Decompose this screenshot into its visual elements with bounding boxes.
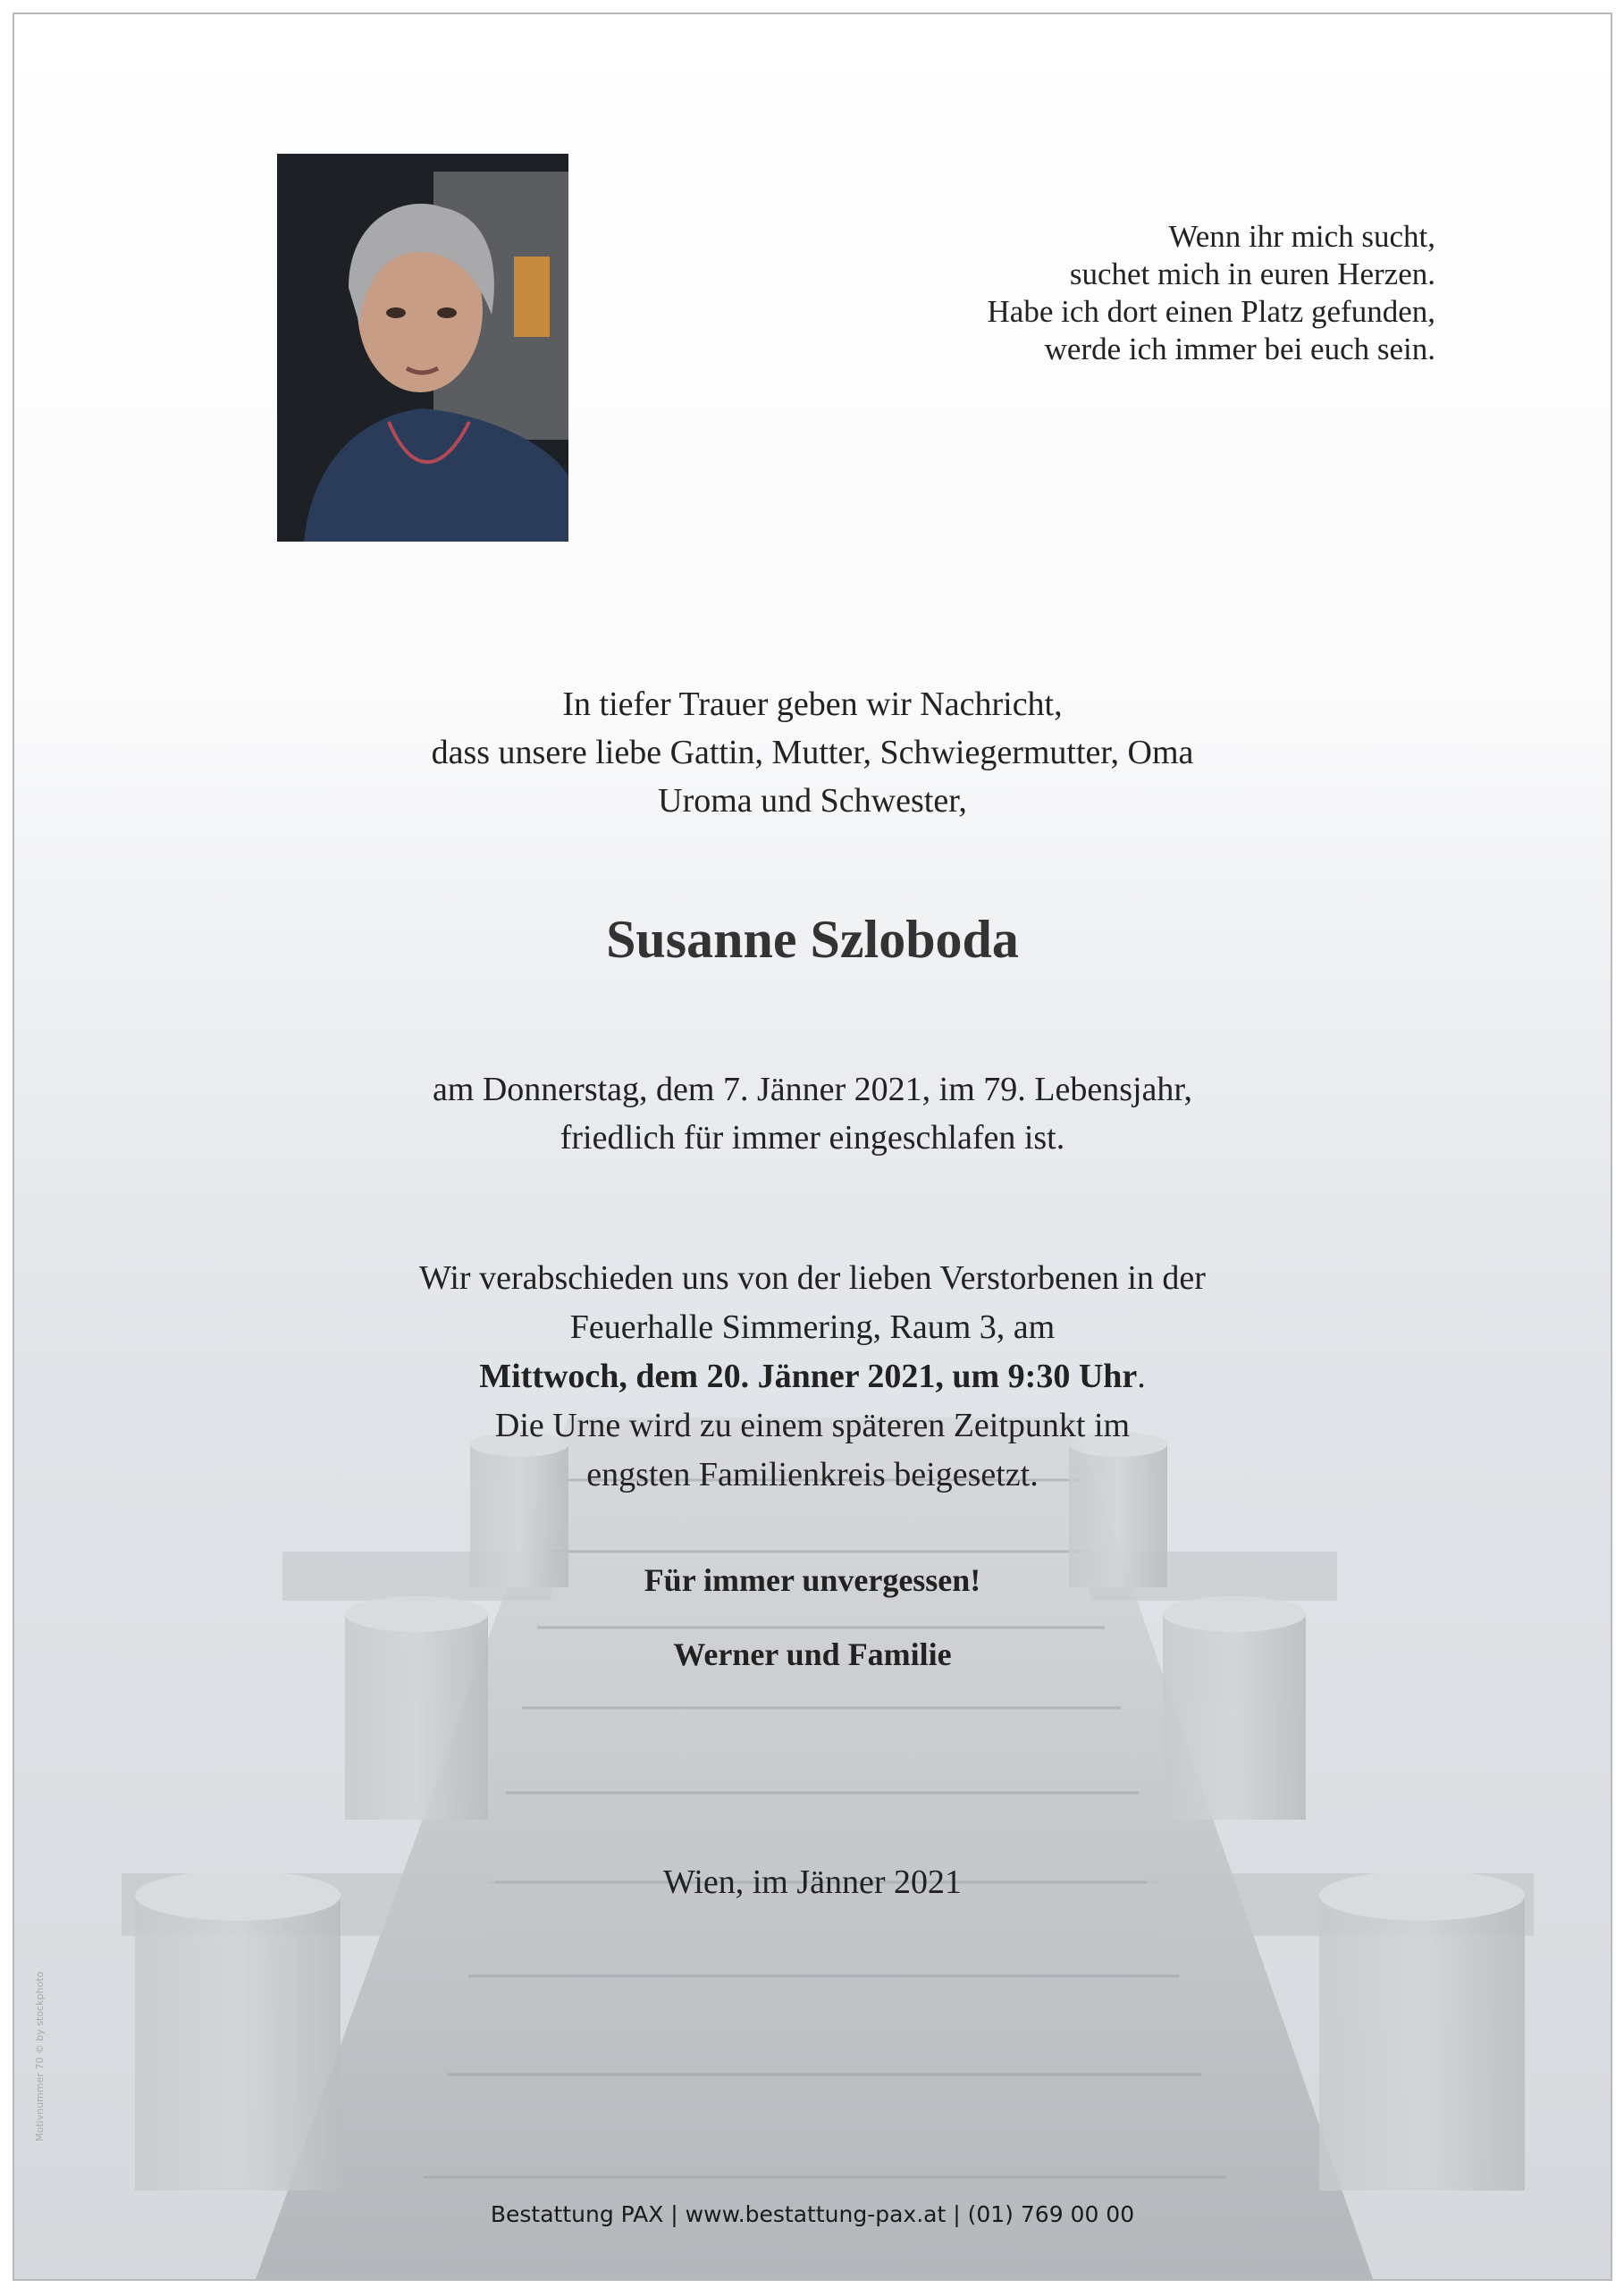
service-line: Feuerhalle Simmering, Raum 3, am	[569, 1308, 1056, 1346]
portrait-photo	[277, 154, 568, 542]
death-line: am Donnerstag, dem 7. Jänner 2021, im 79. Lebensjahr,	[432, 1071, 1193, 1108]
poem-line: Wenn ihr mich sucht,	[1168, 219, 1435, 254]
poem-line: suchet mich in euren Herzen.	[1069, 257, 1435, 291]
funeral-home-footer: Bestattung PAX | www.bestattung-pax.at | (01) 769 00 00	[490, 2201, 1135, 2227]
service-date-line	[14, 1352, 1611, 1401]
family-signature: Werner und Familie	[673, 1636, 952, 1672]
death-line: friedlich für immer eingeschlafen ist.	[560, 1119, 1065, 1157]
funeral-service-details	[14, 1254, 1611, 1500]
service-date: Mittwoch, dem 20. Jänner 2021, um 9:30 Uhr	[479, 1358, 1138, 1395]
service-date-suffix: .	[1137, 1358, 1146, 1395]
announcement-text	[14, 680, 1611, 825]
announcement-line: Uroma und Schwester,	[658, 782, 967, 820]
death-notice	[14, 1065, 1611, 1162]
announcement-line: dass unsere liebe Gattin, Mutter, Schwiegermutter, Oma	[431, 734, 1194, 771]
remembrance-line: Für immer unvergessen!	[644, 1562, 981, 1598]
obituary-content	[14, 14, 1611, 2279]
poem-line: werde ich immer bei euch sein.	[1044, 332, 1435, 366]
service-line: engsten Familienkreis beigesetzt.	[586, 1456, 1039, 1493]
poem-line: Habe ich dort einen Platz gefunden,	[987, 294, 1435, 329]
image-credit: Motivnummer 70 © by stockphoto	[34, 1971, 46, 2141]
place-and-date: Wien, im Jänner 2021	[662, 1863, 963, 1901]
deceased-name: Susanne Szloboda	[606, 910, 1019, 969]
service-line: Die Urne wird zu einem späteren Zeitpunkt im	[494, 1407, 1131, 1444]
obituary-page	[13, 13, 1612, 2281]
service-line: Wir verabschieden uns von der lieben Verstorbenen in der	[419, 1259, 1206, 1297]
announcement-line: In tiefer Trauer geben wir Nachricht,	[562, 686, 1063, 723]
poem-verse	[810, 218, 1435, 368]
